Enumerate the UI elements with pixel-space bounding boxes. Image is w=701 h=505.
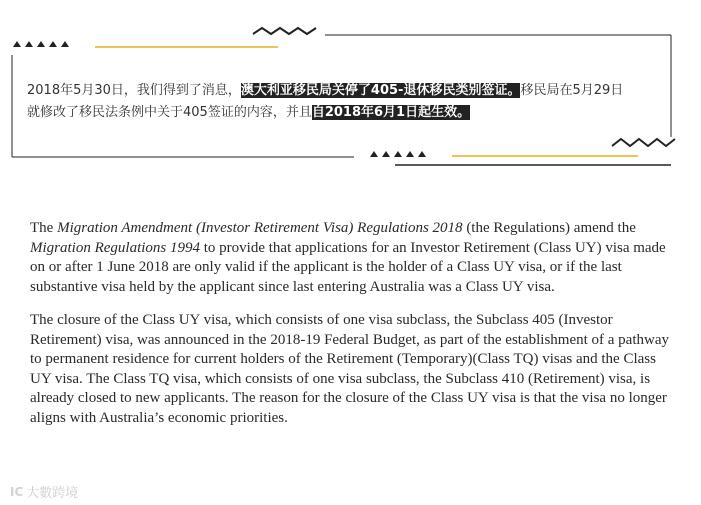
notice-text <box>27 80 667 124</box>
notice-line2-pre: 就修改了移民法条例中关于405签证的内容，并且 <box>27 105 312 120</box>
p1-regulation-title: Migration Amendment (Investor Retirement Visa) Regulations 2018 <box>57 220 463 236</box>
watermark-text: 大數跨境 <box>26 486 79 501</box>
notice-line1-post: 移民局在5月29日 <box>520 83 624 98</box>
paragraph-2: The closure of the Class UY visa, which consists of one visa subclass, the Subclass 405 (Investor Retirement) visa, was announced in the 2018-19 Federal Budget, as part of the establishment of a pathway to permanent residence for current holders of the Retirement (Temporary)(Class TQ) visas and the Class UY visa. The Class TQ visa, which consists of one visa subclass, the Subclass 410 (Retirement) visa, is already closed to new applicants. The reason for the closure of the Class UY visa is that the visa no longer aligns with Australia’s economic priorities. <box>30 312 669 426</box>
notice-highlight-1: 澳大利亚移民局关停了405-退休移民类别签证。 <box>240 83 521 98</box>
triangle-row-top <box>13 41 69 47</box>
paragraph-1 <box>30 219 670 297</box>
p1-text-b: (the Regulations) amend the <box>462 220 636 236</box>
notice-line1-pre: 2018年5月30日，我们得到了消息， <box>27 83 241 98</box>
p1-text-a: The <box>30 220 58 236</box>
zigzag-bottom <box>612 139 675 146</box>
triangle-row-bottom <box>370 151 426 157</box>
p1-regulations-1994: Migration Regulations 1994 <box>30 239 200 256</box>
regulation-excerpt <box>30 219 670 442</box>
watermark <box>10 482 78 501</box>
watermark-logo-icon: IC <box>10 484 24 499</box>
zigzag-top <box>253 28 316 34</box>
p1-text-c: to provide that applications for an Investor Retirement (Class UY) visa made on or after 1 June 2018 are only valid if the applicant is the holder of a Class UY visa, or if the last substantive visa held by the applicant since last entering Australia was a Class UY visa. <box>30 239 666 295</box>
notice-highlight-2: 自2018年6月1日起生效。 <box>311 105 471 120</box>
